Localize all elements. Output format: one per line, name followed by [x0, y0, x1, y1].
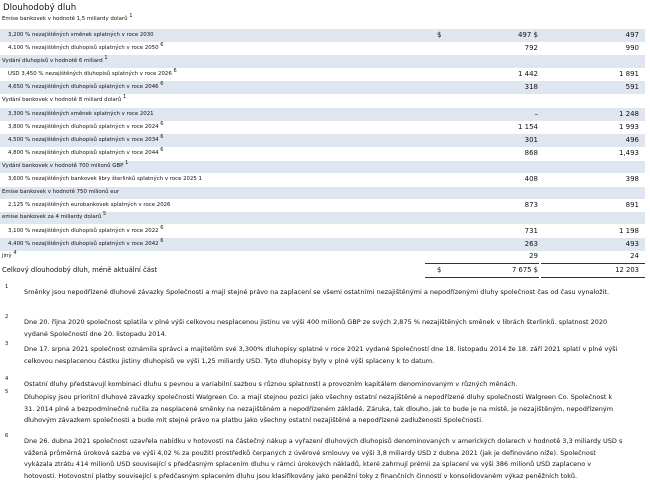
footnote-ref: 6	[160, 134, 164, 141]
row-label-wrap	[2, 250, 17, 259]
total-value-2020: 12 203	[615, 266, 639, 274]
table-row	[0, 225, 645, 238]
footnote-ref: 1	[129, 13, 133, 20]
table-row	[0, 29, 645, 42]
footnote-text: Ostatní dluhy představují kombinaci dluhu s pevnou a variabilní sazbou s různou splatností a provozním kapitálem denominovaným v různých měnách.	[24, 380, 518, 388]
total-rule-bottom-2	[541, 277, 645, 278]
row-label-wrap	[8, 42, 164, 51]
row-label: 3,600 % nezajištěných bankovek libry šterlinků splatných v roce 2025 1	[8, 176, 202, 182]
row-value-2020: 1 248	[618, 110, 639, 118]
row-label: 3,100 % nezajištěných dluhopisů splatných v roce 2022	[8, 228, 159, 234]
footnote-ref: 1	[125, 160, 129, 167]
table-row	[0, 69, 645, 81]
footnote-number: 6	[5, 433, 9, 439]
row-value-2020: 1 993	[618, 123, 639, 131]
footnote-ref: 4	[13, 250, 17, 257]
row-label-wrap	[2, 211, 107, 220]
row-value-2021: 497 $	[517, 31, 538, 39]
row-value-2021: –	[534, 110, 538, 118]
total-currency: $	[437, 266, 442, 274]
row-label: Vydání bankovek v hodnotě 700 milionů GBP	[2, 163, 124, 169]
row-label: 4,650 % nezajištěných dluhopisů splatných v roce 2046	[8, 84, 159, 90]
row-value-2020: 1 891	[618, 70, 639, 78]
footnote-number: 4	[5, 376, 9, 382]
row-value-2021: 301	[524, 136, 538, 144]
footnote-text: Dluhopisy jsou prioritní dluhové závazky společnosti Walgreen Co. a mají stejnou pozici jako všechny ostatní nezajištěné a nepodřízené dluhy společnosti Walgreen Co. Společnost k 31. 2014 plně a bezpodmínečně ručila za nesplacené směnky na nezajištěném a nepodřízeném základě. Záruka, tak dlouho, jak to bude je na místě, je nezajištěným, nepodřízeným dluhovým závazkem společnosti a bude mít stejné právo na platbu jako všechny ostatní nezajištěné a nepodřízené zadluženosti Společnosti.	[24, 393, 614, 425]
table-row	[0, 14, 645, 26]
row-value-2021: 873	[524, 201, 538, 209]
footnote-ref: 6	[160, 121, 164, 128]
table-row	[0, 55, 645, 68]
row-label-wrap	[2, 94, 127, 103]
row-value-2021: 731	[524, 227, 538, 235]
footnote-number: 5	[5, 389, 9, 395]
row-value-2021: 792	[524, 44, 538, 52]
row-value-2020: 1 198	[618, 227, 639, 235]
row-label: Vydání bankovek v hodnotě 8 miliard dolarů	[2, 97, 122, 103]
total-rule-top-1	[425, 263, 539, 264]
row-value-2021: 318	[524, 83, 538, 91]
row-currency: $	[437, 31, 442, 39]
total-rule-top-2	[541, 263, 645, 264]
row-value-2021: 1 154	[517, 123, 538, 131]
table-row	[0, 238, 645, 251]
row-label-wrap	[8, 238, 164, 247]
footnote-ref: 6	[173, 68, 177, 75]
row-label-wrap	[2, 160, 129, 169]
table-row	[0, 81, 645, 94]
footnote-ref: 6	[160, 81, 164, 88]
footnote-ref: 6	[160, 42, 164, 49]
row-label-wrap	[2, 55, 108, 64]
footnote-text: Směnky jsou nepodřízené dluhové závazky Společnosti a mají stejné právo na zaplacení se všemi ostatními nezajištěnými a nepodřízenými dluhy společnost čas od času vynaložit.	[24, 288, 610, 296]
table-row	[0, 147, 645, 160]
row-label: Emise bankovek v hodnotě 750 milionů eur	[2, 189, 120, 195]
table-row	[0, 95, 645, 107]
total-rule-bottom-1	[425, 277, 539, 278]
row-value-2020: 24	[630, 252, 639, 260]
row-value-2021: 263	[524, 240, 538, 248]
table-row	[0, 134, 645, 147]
table-row	[0, 173, 645, 186]
row-label: Emise bankovek v hodnotě 1,5 miliardy dolarů	[2, 16, 128, 22]
footnote-text: Dne 17. srpna 2021 společnost oznámila správci a majitelům své 3,300% dluhopisy splatné v roce 2021 vydané Společností dne 18. listopadu 2014 že 18. září 2021 splatí v plné výši celkovou nesplacenou částku jistiny dluhopisů ve výši 1,25 miliardy USD. Tyto dluhopisy byly v plné výši splaceny k to datum.	[24, 345, 618, 365]
row-value-2020: 591	[625, 83, 639, 91]
total-row	[0, 266, 645, 277]
table-row	[0, 121, 645, 134]
row-label: 4,100 % nezajištěných dluhopisů splatných v roce 2050	[8, 45, 159, 51]
row-label: USD 3,450 % nezajištěných dluhopisů splatných v roce 2026	[8, 71, 172, 77]
row-label: 3,800 % nezajištěných dluhopisů splatných v roce 2024	[8, 124, 159, 130]
row-label: emise bankovek za 4 miliardy dolarů	[2, 214, 102, 220]
footnote-ref: 6	[160, 147, 164, 154]
row-label: 2,125 % nezajištěných eurobankovek splatných v roce 2026	[8, 202, 171, 208]
row-label-wrap	[8, 121, 164, 130]
footnote-ref: 6	[160, 225, 164, 232]
footnote-text: Dne 20. října 2020 společnost splatila v plné výši celkovou nesplacenou jistinu ve výši 400 milionů GBP ze svých 2,875 % nezajištěných směnek v librách šterlinků. splatnost 2020 vydané Společností dne 20. listopadu 2014.	[24, 318, 608, 338]
row-label: Vydání dluhopisů v hodnotě 6 miliard	[2, 58, 103, 64]
table-row	[0, 187, 645, 199]
table-row	[0, 251, 645, 262]
footnote-number: 2	[5, 314, 9, 320]
footnote-ref: 1	[104, 55, 108, 62]
table-row	[0, 199, 645, 212]
row-label: 4,400 % nezajištěných dluhopisů splatných v roce 2042	[8, 241, 159, 247]
row-label: jiný	[2, 253, 12, 259]
row-label-wrap	[8, 68, 177, 77]
row-label: 4,500 % nezajištěných dluhopisů splatných v roce 2034	[8, 137, 159, 143]
row-value-2020: 398	[625, 175, 639, 183]
footnote-text: Dne 26. dubna 2021 společnost uzavřela nabídku v hotovosti na částečný nákup a vyřazení dluhových dluhopisů denominovaných v amerických dolarech v hodnotě 3,3 miliardy USD s vážená průměrná úroková sazba ve výši 4,02 % za použití prostředků čerpaných z úvěrové smlouvy ve výši 3,8 miliardy USD z dubna 2021 (jak je definováno níže). Společnost vykázala ztrátu 414 milionů USD související s předčasným splacením dluhu v rámci úrokových nákladů, které zahrnují prémii za splacení ve výši 386 milionů USD zaplaceno v hotovosti. Hotovostní platby související s předčasným splacením dluhu jsou klasifikovány jako peněžní toky z finančních činností v konsolidovaném výkaz peněžních toků.	[24, 437, 623, 480]
row-value-2020: 990	[625, 44, 639, 52]
row-value-2021: 29	[529, 252, 538, 260]
table-row	[0, 212, 645, 224]
row-value-2020: 497	[625, 31, 639, 39]
total-value-2021: 7 675 $	[512, 266, 538, 274]
row-value-2021: 1 442	[517, 70, 538, 78]
footnote-ref: 6	[160, 238, 164, 245]
page-title: Dlouhodobý dluh	[3, 3, 77, 13]
row-label-wrap	[8, 134, 164, 143]
row-value-2021: 868	[524, 149, 538, 157]
footnote-ref: 5	[102, 211, 107, 218]
table-row	[0, 108, 645, 121]
footnote-number: 1	[5, 284, 9, 290]
row-label-wrap	[8, 147, 164, 156]
row-label: 4,800 % nezajištěných dluhopisů splatných v roce 2044	[8, 150, 159, 156]
footnote-ref: 1	[123, 94, 127, 101]
row-value-2020: 891	[625, 201, 639, 209]
row-value-2020: 493	[625, 240, 639, 248]
row-label: 3,300 % nezajištěných směnek splatných v roce 2021	[8, 111, 154, 117]
row-value-2020: 496	[625, 136, 639, 144]
total-label: Celkový dlouhodobý dluh, méně aktuální část	[2, 266, 158, 274]
footnote-number: 3	[5, 341, 9, 347]
row-label: 3,200 % nezajištěných směnek splatných v roce 2030	[8, 32, 154, 38]
row-label-wrap	[8, 81, 164, 90]
row-label-wrap	[2, 13, 133, 22]
row-label-wrap	[8, 225, 164, 234]
table-row	[0, 42, 645, 55]
row-value-2021: 408	[524, 175, 538, 183]
row-value-2020: 1,493	[618, 149, 639, 157]
table-row	[0, 161, 645, 173]
